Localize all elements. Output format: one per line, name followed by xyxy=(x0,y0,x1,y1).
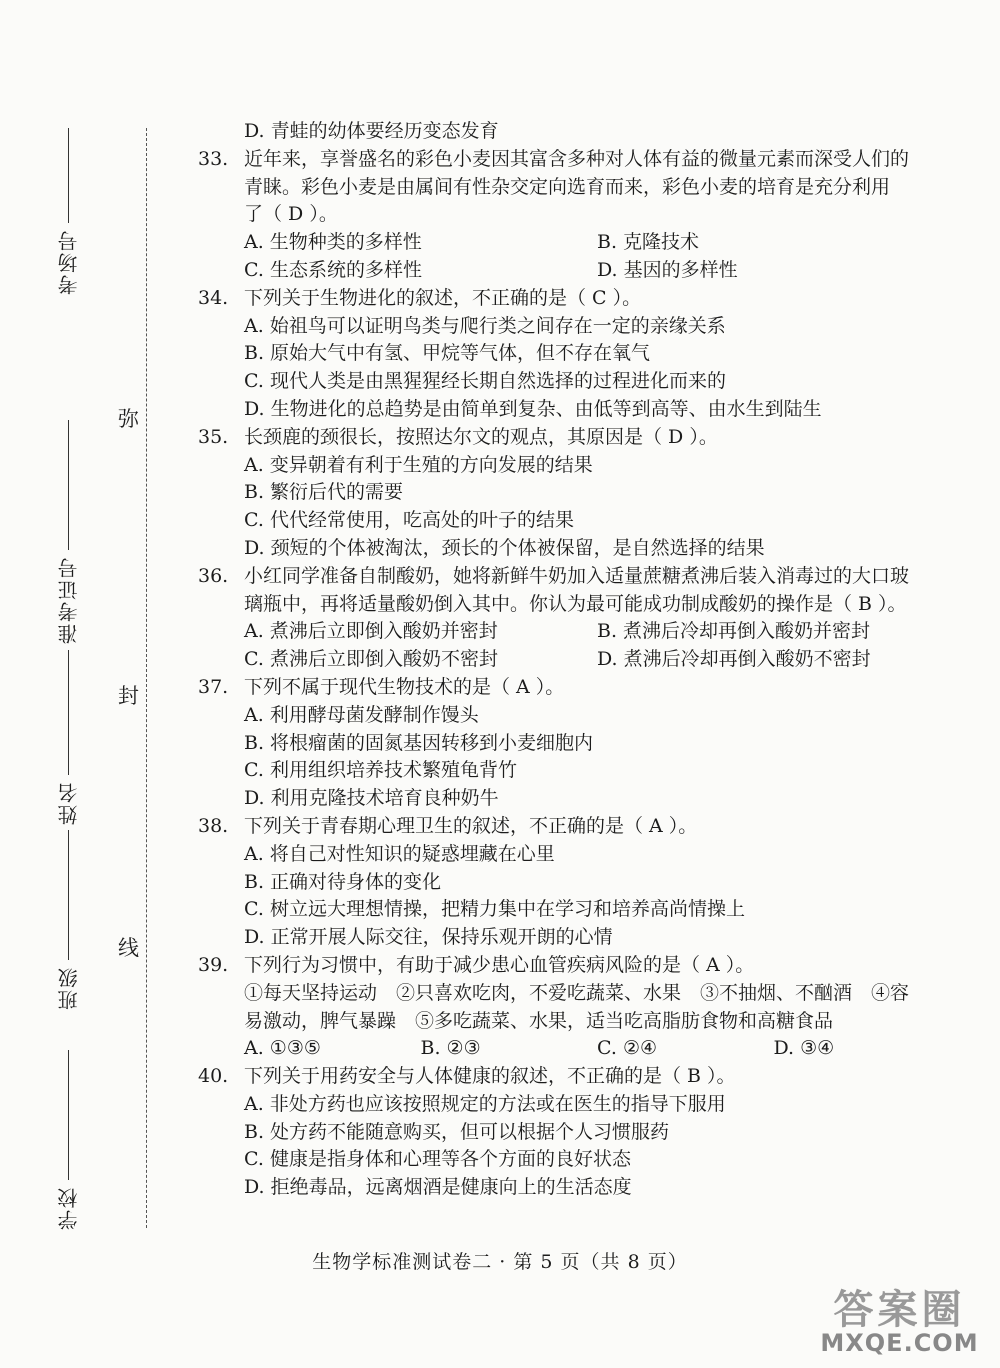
field-label: 学校 xyxy=(57,1186,81,1230)
option-b: B. 原始大气中有氢、甲烷等气体，但不存在氧气 xyxy=(244,342,651,365)
option-a: A. 非处方药也应该按照规定的方法或在医生的指导下服用 xyxy=(244,1092,726,1115)
stem-line: 长颈鹿的颈很长，按照达尔文的观点，其原因是（ D ）。 xyxy=(244,425,718,448)
seal-char-mi: 弥 xyxy=(118,407,139,431)
watermark-logo xyxy=(817,1278,982,1358)
option-b: B. 繁衍后代的需要 xyxy=(244,481,404,504)
stem-line: 璃瓶中，再将适量酸奶倒入其中。你认为最可能成功制成酸奶的操作是（ B ）。 xyxy=(244,592,907,615)
option-row xyxy=(230,257,950,285)
option-a: A. 将自己对性知识的疑惑埋藏在心里 xyxy=(244,842,555,865)
stem-line: 近年来，享誉盛名的彩色小麦因其富含多种对人体有益的微量元素而深受人们的 xyxy=(244,147,910,170)
question-number: 38. xyxy=(198,814,229,837)
stem-line: 了（ D ）。 xyxy=(244,203,338,226)
field-zhunkaozhenghao xyxy=(54,420,83,644)
question-number: 39. xyxy=(198,953,229,976)
question-40 xyxy=(198,1063,950,1202)
question-38 xyxy=(198,813,950,952)
question-number: 37. xyxy=(198,675,229,698)
question-stem xyxy=(198,952,950,1035)
option-d: D. 拒绝毒品，远离烟酒是健康向上的生活态度 xyxy=(244,1176,632,1199)
question-39 xyxy=(198,952,950,1063)
field-label: 班级 xyxy=(57,966,81,1010)
field-banji xyxy=(54,830,83,1010)
stem-line: 小红同学准备自制酸奶，她将新鲜牛奶加入适量蔗糖煮沸后装入消毒过的大口玻 xyxy=(244,564,910,587)
stem-line: 下列不属于现代生物技术的是（ A ）。 xyxy=(244,675,565,698)
seal-char-feng: 封 xyxy=(118,684,139,708)
question-stem xyxy=(198,563,950,619)
option-a: A. 煮沸后立即倒入酸奶并密封 xyxy=(244,620,498,643)
question-stem xyxy=(198,146,950,229)
question-32-tail xyxy=(230,118,950,146)
question-list xyxy=(198,118,950,1202)
question-stem xyxy=(198,813,950,841)
option-c: C. 树立远大理想情操，把精力集中在学习和培养高尚情操上 xyxy=(244,898,745,921)
question-number: 35. xyxy=(198,425,229,448)
option-a: A. 始祖鸟可以证明鸟类与爬行类之间存在一定的亲缘关系 xyxy=(244,314,726,337)
stem-line: 下列关于青春期心理卫生的叙述，不正确的是（ A ）。 xyxy=(244,814,698,837)
option-d: D. 煮沸后冷却再倒入酸奶不密封 xyxy=(597,648,871,671)
question-37 xyxy=(198,674,950,813)
fill-line xyxy=(68,1050,70,1180)
option-b: B. 煮沸后冷却再倒入酸奶并密封 xyxy=(597,620,871,643)
watermark-text-en: MXQE.COM xyxy=(820,1329,979,1357)
option-b: B. 处方药不能随意购买，但可以根据个人习惯服药 xyxy=(244,1120,670,1143)
option-b: B. 正确对待身体的变化 xyxy=(244,870,442,893)
seal-char-xian: 线 xyxy=(118,936,139,960)
stem-line: 下列关于生物进化的叙述，不正确的是（ C ）。 xyxy=(244,286,642,309)
field-kaochanghao xyxy=(54,128,83,295)
field-label: 姓名 xyxy=(57,781,81,825)
watermark-text-cn: 答案圈 xyxy=(833,1287,966,1333)
option-d: D. ③④ xyxy=(773,1037,835,1060)
question-33 xyxy=(198,146,950,285)
option-d: D. 生物进化的总趋势是由简单到复杂、由低等到高等、由水生到陆生 xyxy=(244,397,822,420)
option-b: B. 将根瘤菌的固氮基因转移到小麦细胞内 xyxy=(244,731,594,754)
option-row xyxy=(230,229,950,257)
option-row xyxy=(230,646,950,674)
fill-line xyxy=(68,830,70,960)
stem-line: 易激动，脾气暴躁 ⑤多吃蔬菜、水果，适当吃高脂肪食物和高糖食品 xyxy=(244,1009,834,1032)
option-d: D. 基因的多样性 xyxy=(597,258,738,281)
question-stem xyxy=(198,1063,950,1091)
option-c: C. 现代人类是由黑猩猩经长期自然选择的过程进化而来的 xyxy=(244,370,726,393)
question-34 xyxy=(198,285,950,424)
option-c: C. ②④ xyxy=(597,1037,658,1060)
stem-line: 下列关于用药安全与人体健康的叙述，不正确的是（ B ）。 xyxy=(244,1065,736,1088)
field-label: 考场号 xyxy=(57,229,81,295)
question-35 xyxy=(198,424,950,563)
stem-line: 青睐。彩色小麦是由属间有性杂交定向选育而来，彩色小麦的培育是充分利用 xyxy=(244,175,891,198)
question-number: 36. xyxy=(198,564,229,587)
option-d: D. 颈短的个体被淘汰，颈长的个体被保留，是自然选择的结果 xyxy=(244,536,765,559)
option-d: D. 正常开展人际交往，保持乐观开朗的心情 xyxy=(244,926,613,949)
option-c: C. 健康是指身体和心理等各个方面的良好状态 xyxy=(244,1148,631,1171)
option-c: C. 利用组织培养技术繁殖龟背竹 xyxy=(244,759,517,782)
option-row xyxy=(230,1035,950,1063)
option-b: B. 克隆技术 xyxy=(597,231,700,254)
seal-dashed-line xyxy=(146,128,147,1228)
question-stem xyxy=(198,285,950,313)
question-number: 33. xyxy=(198,147,229,170)
option-a: A. ①③⑤ xyxy=(244,1037,321,1060)
option-c: C. 代代经常使用，吃高处的叶子的结果 xyxy=(244,509,574,532)
option-a: A. 生物种类的多样性 xyxy=(244,231,422,254)
stem-line: ①每天坚持运动 ②只喜欢吃肉，不爱吃蔬菜、水果 ③不抽烟、不酗酒 ④容 xyxy=(244,981,910,1004)
field-label: 准考证号 xyxy=(57,556,81,644)
fill-line xyxy=(68,128,70,223)
fill-line xyxy=(68,650,70,775)
option-a: A. 变异朝着有利于生殖的方向发展的结果 xyxy=(244,453,593,476)
option-b: B. ②③ xyxy=(420,1037,481,1060)
option-a: A. 利用酵母菌发酵制作馒头 xyxy=(244,703,479,726)
field-xuexiao xyxy=(54,1050,83,1230)
question-number: 34. xyxy=(198,286,229,309)
field-xingming xyxy=(54,650,83,825)
option-d: D. 利用克隆技术培育良种奶牛 xyxy=(244,787,499,810)
stem-line: 下列行为习惯中，有助于减少患心血管疾病风险的是（ A ）。 xyxy=(244,953,755,976)
question-stem xyxy=(198,674,950,702)
question-stem xyxy=(198,424,950,452)
option-c: C. 生态系统的多样性 xyxy=(244,258,422,281)
option-d: D. 青蛙的幼体要经历变态发育 xyxy=(244,120,499,142)
question-36 xyxy=(198,563,950,674)
question-number: 40. xyxy=(198,1065,229,1088)
option-row xyxy=(230,618,950,646)
page-footer: 生物学标准测试卷二 · 第 5 页（共 8 页） xyxy=(312,1251,688,1273)
option-c: C. 煮沸后立即倒入酸奶不密封 xyxy=(244,648,498,671)
fill-line xyxy=(68,420,70,550)
